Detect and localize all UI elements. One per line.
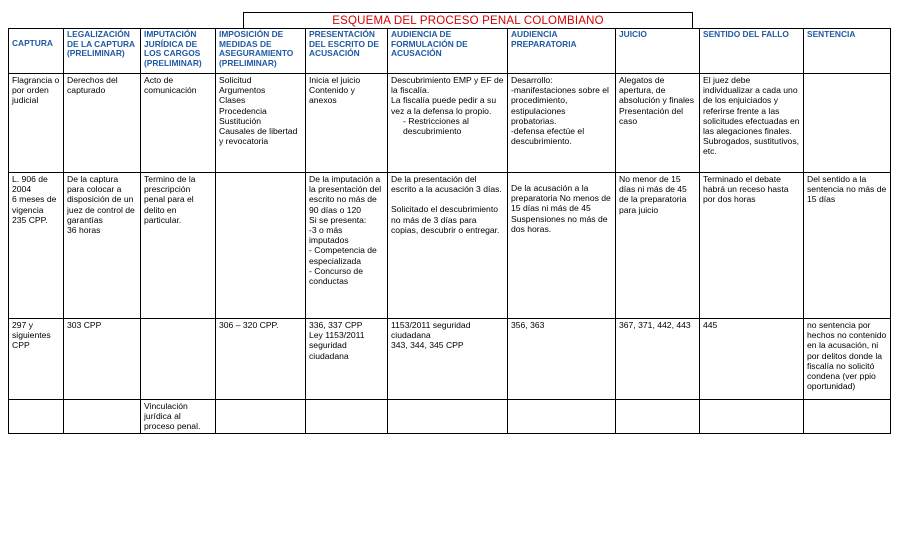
col-header-sentido: SENTIDO DEL FALLO: [700, 29, 804, 74]
cell-extra-sentencia: [804, 400, 891, 434]
cell-line: -manifestaciones sobre el procedimiento, estipulaciones probatorias.: [511, 85, 609, 126]
cell-descripcion-sentencia: [804, 74, 891, 173]
document-title: ESQUEMA DEL PROCESO PENAL COLOMBIANO: [243, 12, 693, 29]
cell-plazos-sentencia: Del sentido a la sentencia no más de 15 días: [804, 173, 891, 319]
table-row: [9, 173, 891, 319]
cell-line: Causales de libertad y revocatoria: [219, 126, 298, 147]
cell-line: L. 906 de 2004: [12, 174, 48, 195]
table-row: [9, 400, 891, 434]
cell-articulos-sentido: 445: [700, 319, 804, 400]
col-header-formulacion: AUDIENCIA DE FORMULACIÓN DE ACUSACIÓN: [388, 29, 508, 74]
cell-line: Inicia el juicio: [309, 75, 361, 85]
cell-descripcion-formulacion: [388, 74, 508, 173]
cell-line: De la captura para colocar a disposición de un juez de control de garantías: [67, 174, 135, 225]
cell-descripcion-imposicion: [216, 74, 306, 173]
cell-plazos-imposicion: [216, 173, 306, 319]
cell-articulos-presentacion: [306, 319, 388, 400]
cell-plazos-presentacion: [306, 173, 388, 319]
cell-plazos-captura: [9, 173, 64, 319]
header-row: [9, 29, 891, 74]
cell-descripcion-juicio: Alegatos de apertura, de absolución y finales Presentación del caso: [616, 74, 700, 173]
cell-line: 336, 337 CPP: [309, 320, 363, 330]
table-row: [9, 319, 891, 400]
cell-descripcion-imputacion: Acto de comunicación: [141, 74, 216, 173]
cell-line: 343, 344, 345 CPP: [391, 340, 464, 351]
cell-extra-preparatoria: [508, 400, 616, 434]
cell-articulos-imposicion: 306 – 320 CPP.: [216, 319, 306, 400]
cell-line: El juez debe individualizar a cada uno de los enjuiciados y referirse frente a las solicitudes efectuadas en las alegaciones finales.: [703, 75, 800, 137]
cell-descripcion-legalizacion: Derechos del capturado: [64, 74, 141, 173]
cell-extra-legalizacion: [64, 400, 141, 434]
penal-process-table: [8, 28, 891, 434]
cell-articulos-captura: 297 y siguientes CPP: [9, 319, 64, 400]
cell-line: 6 meses de vigencia: [12, 194, 57, 215]
cell-plazos-juicio: No menor de 15 días ni más de 45 de la preparatoria para juicio: [616, 173, 700, 319]
cell-line: Solicitado el descubrimiento no más de 3 días para copias, descubrir o entregar.: [391, 204, 500, 235]
cell-line: De la presentación del escrito a la acusación 3 días.: [391, 174, 502, 195]
cell-descripcion-presentacion: [306, 74, 388, 173]
cell-line: Descubrimiento EMP y EF de la fiscalía.: [391, 75, 504, 96]
cell-extra-imposicion: [216, 400, 306, 434]
cell-articulos-imputacion: [141, 319, 216, 400]
col-header-imputacion: IMPUTACIÓN JURÍDICA DE LOS CARGOS (PRELIMINAR): [141, 29, 216, 74]
cell-extra-sentido: [700, 400, 804, 434]
cell-extra-formulacion: [388, 400, 508, 434]
table-row: [9, 74, 891, 173]
col-header-sentencia: SENTENCIA: [804, 29, 891, 74]
cell-extra-captura: [9, 400, 64, 434]
cell-line: - Competencia de especializada: [309, 245, 377, 266]
cell-line: Sustitución: [219, 115, 262, 126]
cell-line: De la imputación a la presentación del escrito no más de 90 días o 120: [309, 174, 382, 215]
cell-line: Contenido y anexos: [309, 85, 355, 106]
cell-line: De la acusación a la preparatoria No menos de 15 días ni más de 45: [511, 183, 611, 214]
col-header-juicio: JUICIO: [616, 29, 700, 74]
cell-line: Desarrollo:: [511, 75, 553, 85]
col-header-legalizacion: LEGALIZACIÓN DE LA CAPTURA (PRELIMINAR): [64, 29, 141, 74]
cell-line: 1153/2011 seguridad ciudadana: [391, 320, 471, 341]
cell-line: -defensa efectúe el descubrimiento.: [511, 126, 585, 147]
col-header-preparatoria: AUDIENCIA PREPARATORIA: [508, 29, 616, 74]
cell-line: Procedencia: [219, 105, 267, 116]
cell-extra-juicio: [616, 400, 700, 434]
cell-line: La fiscalía puede pedir a su vez a la defensa lo propio.: [391, 95, 497, 116]
cell-extra-imputacion: Vinculación jurídica al proceso penal.: [141, 400, 216, 434]
cell-extra-presentacion: [306, 400, 388, 434]
cell-line: 235 CPP.: [12, 214, 48, 225]
col-header-presentacion: PRESENTACIÓN DEL ESCRITO DE ACUSACIÓN: [306, 29, 388, 74]
cell-line: Si se presenta:: [309, 214, 367, 225]
cell-articulos-preparatoria: 356, 363: [508, 319, 616, 400]
cell-line: - Restricciones al descubrimiento: [403, 115, 469, 137]
cell-articulos-formulacion: [388, 319, 508, 400]
cell-descripcion-sentido: [700, 74, 804, 173]
cell-line: Suspensiones no más de dos horas.: [511, 213, 608, 234]
cell-descripcion-preparatoria: [508, 74, 616, 173]
cell-articulos-juicio: 367, 371, 442, 443: [616, 319, 700, 400]
cell-line: - Concurso de conductas: [309, 265, 363, 287]
cell-plazos-formulacion: [388, 173, 508, 319]
col-header-captura: CAPTURA: [9, 29, 64, 74]
col-header-imposicion: IMPOSICIÓN DE MEDIDAS DE ASEGURAMIENTO (PRELIMINAR): [216, 29, 306, 74]
cell-plazos-imputacion: Termino de la prescripción penal para el delito en particular.: [141, 173, 216, 319]
cell-line: Clases: [219, 95, 246, 106]
cell-line: Subrogados, sustitutivos, etc.: [703, 136, 800, 157]
cell-line: 36 horas: [67, 225, 101, 236]
cell-articulos-sentencia: no sentencia por hechos no contenido en la acusación, ni por delitos donde la fiscalía no solicitó condena (ver ppio oportunidad): [804, 319, 891, 400]
cell-plazos-legalizacion: [64, 173, 141, 319]
cell-articulos-legalizacion: 303 CPP: [64, 319, 141, 400]
cell-line: Ley 1153/2011 seguridad ciudadana: [309, 330, 365, 361]
cell-plazos-sentido: Terminado el debate habrá un receso hasta por dos horas: [700, 173, 804, 319]
cell-plazos-preparatoria: [508, 173, 616, 319]
cell-line: Solicitud: [219, 75, 252, 85]
cell-descripcion-captura: Flagrancia o por orden judicial: [9, 74, 64, 173]
cell-line: Argumentos: [219, 85, 266, 96]
cell-line: -3 o más imputados: [309, 225, 349, 246]
